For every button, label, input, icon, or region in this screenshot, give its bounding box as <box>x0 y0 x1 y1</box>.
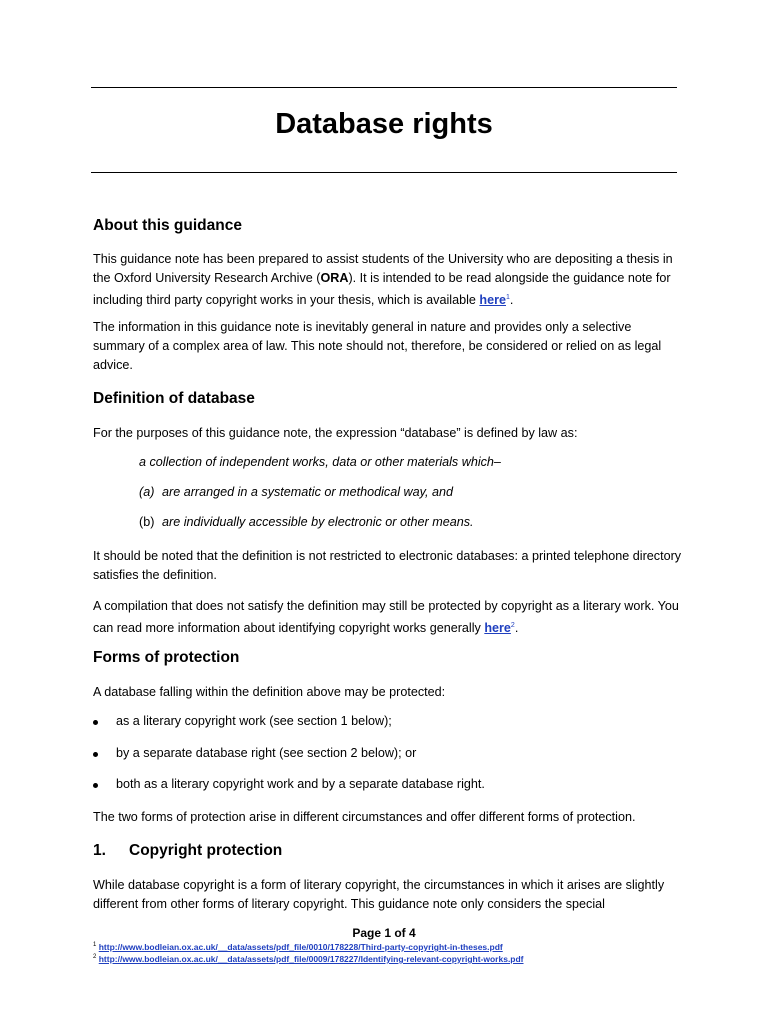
about-p1-text-a: This guidance note has been prepared to assist students of the University who are depositing a thesis in the Oxford University Research Archive ( <box>93 252 673 285</box>
bullet-icon <box>93 720 98 725</box>
footnote-2 <box>93 954 524 964</box>
definition-item-b <box>139 515 474 529</box>
here-link-1[interactable]: here <box>479 293 506 307</box>
item-b-label: (b) <box>139 515 155 529</box>
footnote-1-link[interactable]: http://www.bodleian.ox.ac.uk/__data/assets/pdf_file/0010/178228/Third-party-copyright-in-theses.pdf <box>98 942 503 952</box>
footnote-ref-2[interactable]: 2 <box>510 622 515 629</box>
heading-definition: Definition of database <box>93 390 255 407</box>
compilation-text-a: A compilation that does not satisfy the definition may still be protected by copyright as a literary work. You can read more information about identifying copyright works generally <box>93 599 679 635</box>
bullet-icon <box>93 783 98 788</box>
top-rule <box>91 87 677 88</box>
item-a-label: (a) <box>139 485 155 499</box>
footnote-1 <box>93 942 503 952</box>
bullet-text-3: both as a literary copyright work and by a separate database right. <box>116 777 485 791</box>
page-title: Database rights <box>275 108 493 140</box>
footnote-2-mark: 2 <box>93 954 97 960</box>
definition-note: It should be noted that the definition is not restricted to electronic databases: a printed telephone directory satisfies the definition. <box>93 549 682 582</box>
compilation-text-b: . <box>514 621 519 635</box>
bullet-icon <box>93 752 98 757</box>
footnote-2-link[interactable]: http://www.bodleian.ox.ac.uk/__data/assets/pdf_file/0009/178227/Identifying-relevant-copyright-works.pdf <box>98 954 524 964</box>
section-number-1: 1. <box>93 842 106 859</box>
here-link-2[interactable]: here <box>484 621 511 635</box>
bullet-text-1: as a literary copyright work (see section 1 below); <box>116 714 392 728</box>
definition-item-a <box>139 485 453 499</box>
item-a-text: are arranged in a systematic or methodical way, and <box>162 485 453 499</box>
page-number: Page 1 of 4 <box>352 926 416 940</box>
about-p1-text-b: ). It is intended to be read alongside the guidance note for including third party copyright works in your thesis, which is available <box>93 271 671 307</box>
about-paragraph-1 <box>93 250 683 310</box>
bullet-text-2: by a separate database right (see section 2 below); or <box>116 746 417 760</box>
footnote-ref-1[interactable]: 1 <box>506 294 510 301</box>
heading-copyright: Copyright protection <box>129 842 283 859</box>
about-paragraph-2: The information in this guidance note is inevitably general in nature and provides only a selective summary of a complex area of law. This note should not, therefore, be considered or relied on as legal advice. <box>93 320 662 372</box>
compilation-paragraph <box>93 597 683 638</box>
title-rule <box>91 172 677 173</box>
definition-intro: For the purposes of this guidance note, the expression “database” is defined by law as: <box>93 426 578 440</box>
about-p1-text-c: . <box>509 293 514 307</box>
definition-quote: a collection of independent works, data or other materials which– <box>139 455 501 469</box>
item-b-text: are individually accessible by electronic or other means. <box>162 515 474 529</box>
forms-intro: A database falling within the definition above may be protected: <box>93 685 446 699</box>
footnote-1-mark: 1 <box>93 942 97 948</box>
forms-outro: The two forms of protection arise in different circumstances and offer different forms of protection. <box>93 810 636 824</box>
about-p1-ora: ORA <box>320 271 349 285</box>
heading-forms: Forms of protection <box>93 649 240 666</box>
heading-about: About this guidance <box>93 217 242 234</box>
copyright-paragraph-1: While database copyright is a form of literary copyright, the circumstances in which it arises are slightly different from other forms of literary copyright. This guidance note only considers the special <box>93 878 665 911</box>
